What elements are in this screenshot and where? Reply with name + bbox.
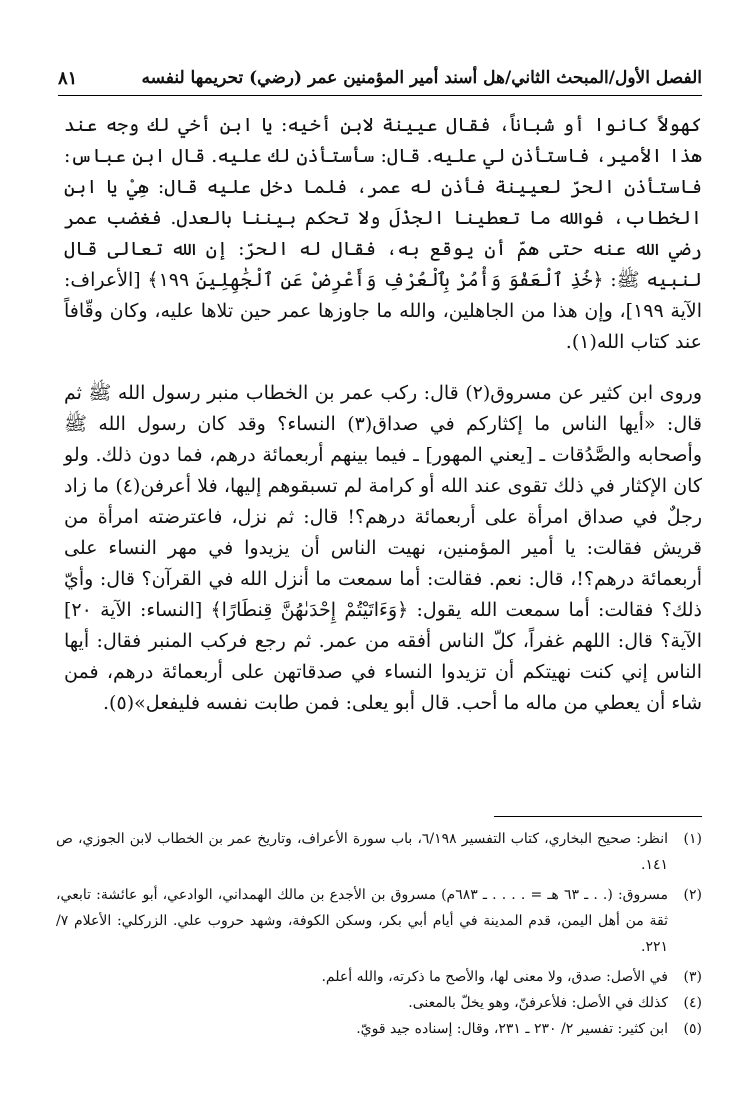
main-text [64,110,702,719]
footnote-text: مسروق: (. . ـ ٦٣ هـ = . . . . ـ ٦٨٣م) مسروق بن الأجدع بن مالك الهمداني، الوادعي، أبو عائشة: تابعي، ثقة من أهل اليمن، قدم المدينة في أيام أبي بكر، وسكن الكوفة، وشهد حروب علي. الزركلي: الأعلام ٧/ ٢٢١. [56,887,669,955]
paragraph-2: وروى ابن كثير عن مسروق(٢) قال: ركب عمر بن الخطاب منبر رسول الله ﷺ ثم قال: «أيها الناس ما إكثاركم في صداق(٣) النساء؟ وقد كان رسول الله ﷺ وأصحابه والصَّدُقات ـ [يعني المهور] ـ فيما بينهم أربعمائة درهم، فما دون ذلك. ولو كان الإكثار في ذلك تقوى عند الله أو كرامة لم تسبقوهم إليها، فلا أعرفن(٤) ما زاد رجلٌ في صداق امرأة على أربعمائة درهم؟! قال: ثم نزل، فاعترضته امرأة من قريش فقالت: يا أمير المؤمنين، نهيت الناس أن يزيدوا في مهر النساء على أربعمائة درهم؟!، قال: نعم. فقالت: أما سمعت ما أنزل الله في القرآن؟ قال: وأيّ ذلك؟ فقالت: أما سمعت الله يقول: ﴿وَءَاتَيْتُمْ إِحْدَىٰهُنَّ قِنطَارًا﴾ [النساء: الآية ٢٠] الآية؟ قال: اللهم غفراً، كلّ الناس أفقه من عمر. ثم رجع فركب المنبر فقال: أيها الناس إني كنت نهيتكم أن تزيدوا النساء في صدقاتهن على أربعمائة درهم، فمن شاء أن يعطي من ماله ما أحب. قال أبو يعلى: فمن طابت نفسه فليفعل»(٥). [64,382,703,714]
header-divider [58,95,702,96]
footnote-divider [494,816,702,817]
footnote-number: (٢) [683,887,702,903]
footnote-text: كذلك في الأصل: فلأعرفنّ، وهو يخلّ بالمعنى. [408,995,668,1011]
running-header [58,62,702,94]
footnote-number: (٤) [683,995,702,1011]
footnote-number: (٥) [683,1021,702,1037]
footnote-text: انظر: صحيح البخاري، كتاب التفسير ٦/١٩٨، باب سورة الأعراف، وتاريخ عمر بن الخطاب لابن الجوزي، ص ١٤١. [56,831,668,873]
footnote-text: ابن كثير: تفسير ٢/ ٢٣٠ ـ ٢٣١، وقال: إسناده جيد قويّ. [356,1021,668,1037]
footnote-5 [56,1016,702,1042]
footnote-number: (٣) [683,969,702,985]
paragraph-1: كهولاً كانوا أو شباناً، فقال عيينة لابن أخيه: يا ابن أخي لك وجه عند هذا الأمير، فاستأذن لي عليه. قال: سأستأذن لك عليه. قال ابن عباس: فاستأذن الحرّ لعيينة فأذن له عمر، فلما دخل عليه قال: هِيْ يا ابن الخطاب، فوالله ما تعطينا الجذْلَ ولا تحكم بيننا بالعدل. فغضب عمر رضي الله عنه حتى همّ أن يوقع به، فقال له الحرّ: إن الله تعالى قال لنبيه ﷺ: ﴿خُذِ ٱلْعَفْوَ وَأْمُرْ بِٱلْعُرْفِ وَأَعْرِضْ عَنِ ٱلْجَٰهِلِينَ ١٩٩﴾ [الأعراف: الآية ١٩٩]، وإن هذا من الجاهلين، والله ما جاوزها عمر حين تلاها عليه، وكان وقّافاً عند كتاب الله(١). [64,114,702,353]
footnotes [56,826,702,1042]
footnote-text: في الأصل: صدق، ولا معنى لها، والأصح ما ذكرته، والله أعلم. [321,969,668,985]
footnote-3 [56,964,702,990]
footnote-number: (١) [683,831,702,847]
footnote-1 [56,826,702,878]
footnote-4 [56,990,702,1016]
chapter-title: الفصل الأول/المبحث الثاني/هل أسند أمير المؤمنين عمر (رضي) تحريمها لنفسه [141,68,702,88]
footnote-2 [56,882,702,960]
page-number: ٨١ [58,67,78,89]
